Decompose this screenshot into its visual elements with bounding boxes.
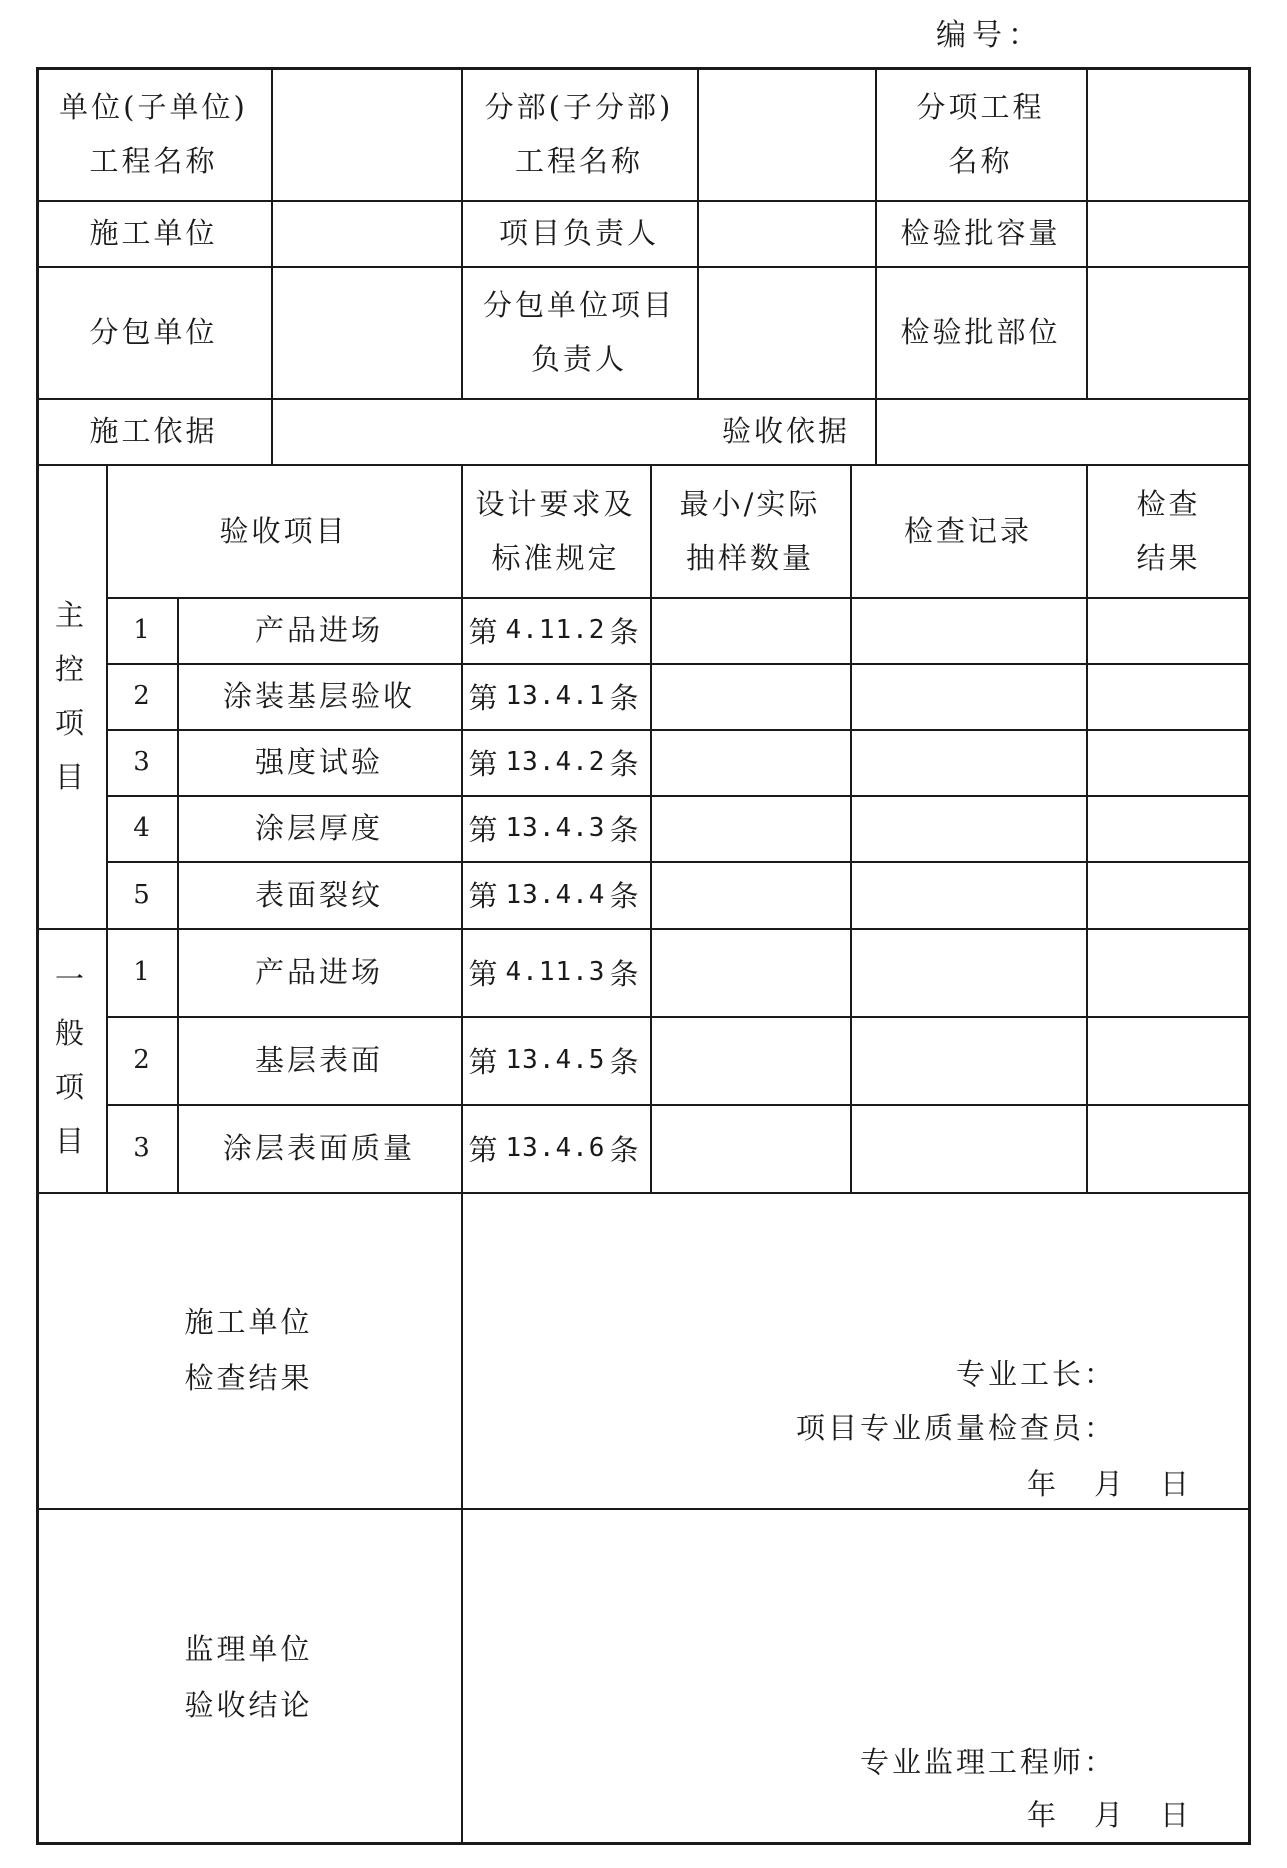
acceptance-basis-value[interactable] [875,398,1251,464]
unit-project-name-value[interactable] [271,67,461,200]
subcontractor-value[interactable] [271,266,461,398]
general-row-2-clause: 第 13.4.5 条 [468,1044,643,1079]
batch-capacity-value[interactable] [1086,200,1251,266]
item-project-name-value[interactable] [1086,67,1251,200]
division-project-name-label: 分部(子分部) 工程名称 [484,89,674,178]
main-row-3-clause: 第 13.4.2 条 [468,746,643,781]
general-row-3-clause: 第 13.4.6 条 [468,1132,643,1167]
construction-date-month: 月 [1094,1467,1127,1501]
main-row-1-number: 1 [133,615,150,645]
unit-project-name-label: 单位(子单位) 工程名称 [59,89,248,178]
main-row-2-item: 涂装基层验收 [222,679,415,713]
batch-location-value[interactable] [1086,266,1251,398]
supervision-conclusion-label: 监理单位 验收结论 [184,1631,313,1722]
supervision-date-year: 年 [1027,1798,1060,1832]
main-row-1-clause: 第 4.11.2 条 [468,614,643,649]
main-row-2-clause: 第 13.4.1 条 [468,680,643,715]
project-leader-label: 项目负责人 [498,216,659,250]
project-leader-value[interactable] [697,200,875,266]
subcontractor-leader-label: 分包单位项目 负责人 [482,288,675,376]
sample-quantity-header: 最小/实际 抽样数量 [679,486,821,575]
general-row-3-number: 3 [133,1133,150,1163]
foreman-signature: 专业工长： [955,1357,1116,1391]
main-row-3-item: 强度试验 [254,745,383,779]
supervision-date-month: 月 [1094,1798,1127,1832]
supervising-engineer-signature: 专业监理工程师： [859,1745,1116,1779]
quality-inspector-signature: 项目专业质量检查员： [795,1411,1116,1445]
batch-location-label: 检验批部位 [900,315,1061,349]
division-project-name-value[interactable] [697,67,875,200]
general-row-2-number: 2 [133,1045,150,1075]
general-row-1-clause: 第 4.11.3 条 [468,956,643,991]
construction-unit-label: 施工单位 [89,216,218,250]
main-row-4-number: 4 [133,813,150,843]
construction-date-day: 日 [1160,1467,1193,1501]
item-project-name-label: 分项工程 名称 [916,89,1045,178]
general-row-3-item: 涂层表面质量 [222,1131,415,1165]
main-control-items-label: 主 控 项 目 [54,598,87,794]
supervision-date-day: 日 [1160,1798,1193,1832]
inspection-result-header: 检查 结果 [1136,486,1201,575]
subcontractor-label: 分包单位 [89,315,218,349]
serial-number-label: 编号： [936,18,1044,53]
main-row-4-item: 涂层厚度 [254,811,383,845]
acceptance-item-header: 验收项目 [219,513,348,548]
general-row-1-item: 产品进场 [254,955,383,989]
construction-basis-label: 施工依据 [89,414,218,448]
acceptance-basis-label: 验收依据 [721,414,850,448]
construction-check-label: 施工单位 检查结果 [184,1305,313,1395]
main-row-1-item: 产品进场 [254,613,383,647]
main-row-5-item: 表面裂纹 [254,877,383,912]
general-row-2-item: 基层表面 [254,1043,383,1077]
main-row-2-number: 2 [133,681,150,711]
construction-date-year: 年 [1027,1467,1060,1501]
main-row-5-clause: 第 13.4.4 条 [468,879,643,913]
main-row-5-number: 5 [133,879,150,910]
general-row-1-number: 1 [133,957,150,987]
main-row-4-clause: 第 13.4.3 条 [468,812,643,847]
design-requirement-header: 设计要求及 标准规定 [475,486,636,575]
subcontractor-leader-value[interactable] [697,266,875,398]
main-row-3-number: 3 [133,747,150,777]
construction-unit-value[interactable] [271,200,461,266]
construction-basis-value[interactable] [271,398,697,464]
batch-capacity-label: 检验批容量 [900,216,1061,250]
general-items-label: 一 般 项 目 [54,962,87,1158]
inspection-record-header: 检查记录 [903,513,1032,548]
